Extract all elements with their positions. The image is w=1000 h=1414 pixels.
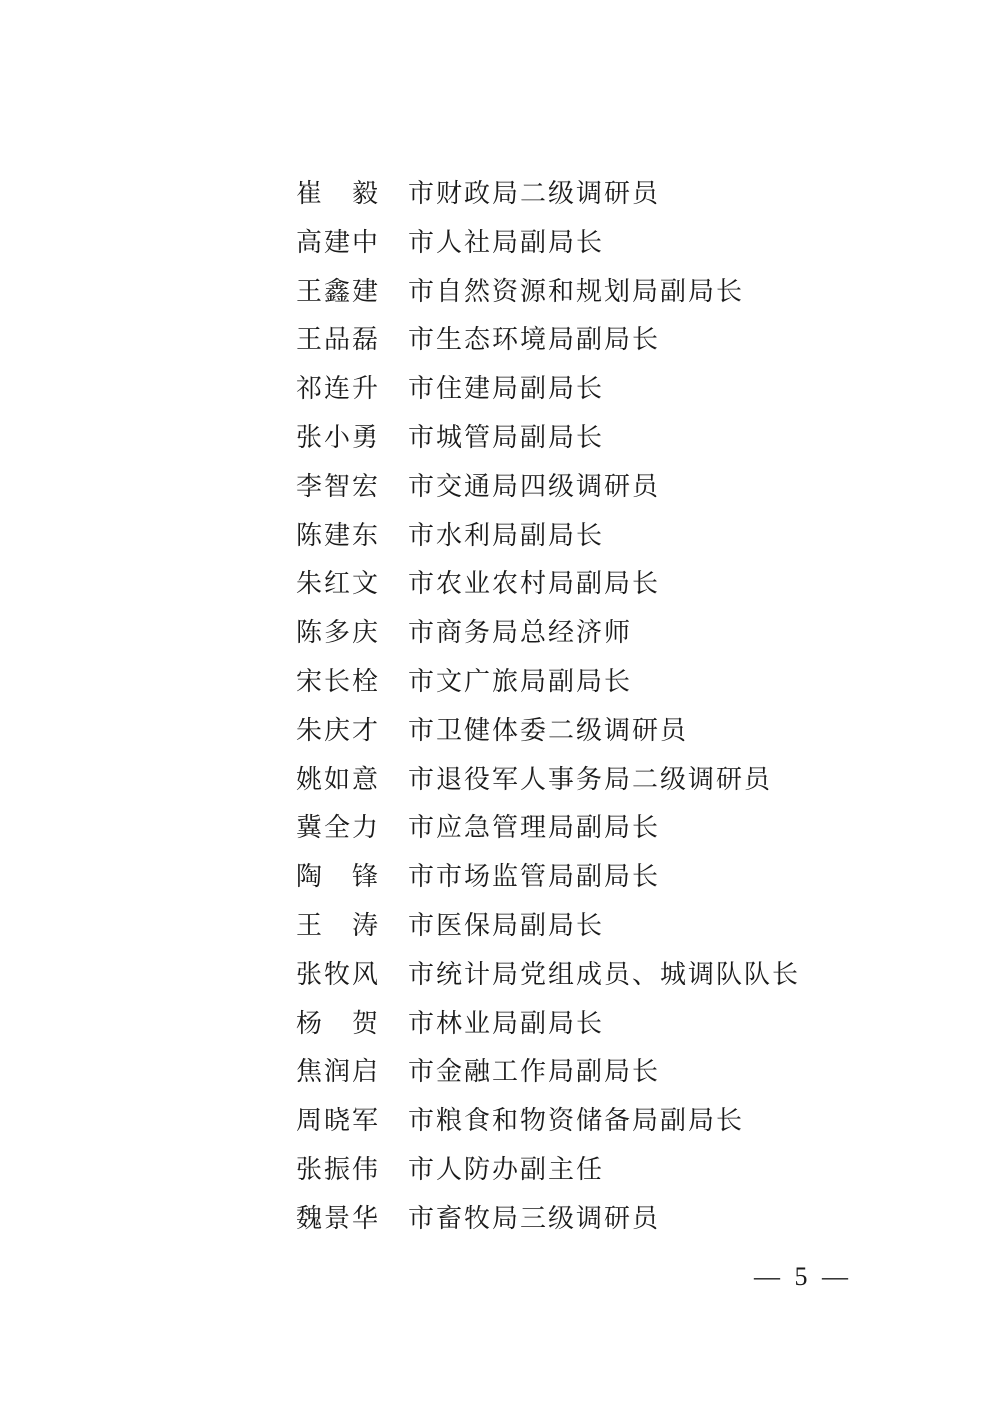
list-item (296, 1000, 896, 1049)
list-item (296, 268, 896, 317)
person-title: 市文广旅局副局长 (408, 666, 633, 697)
person-name: 朱红文 (296, 569, 381, 600)
list-item (296, 1048, 896, 1097)
person-name: 陈建东 (296, 520, 381, 551)
person-name: 高建中 (296, 227, 381, 258)
person-name: 王涛 (296, 910, 380, 941)
person-name: 崔毅 (296, 179, 380, 209)
list-item (296, 1195, 896, 1244)
list-item (296, 1146, 896, 1195)
person-title: 市粮食和物资储备局副局长 (408, 1106, 745, 1137)
list-item (296, 707, 896, 756)
list-item (296, 902, 896, 951)
person-title: 市农业农村局副局长 (408, 569, 661, 600)
person-title: 市林业局副局长 (408, 1008, 605, 1039)
person-name: 张振伟 (296, 1154, 381, 1185)
person-name: 周晓军 (296, 1106, 381, 1137)
person-name: 陶锋 (296, 862, 380, 893)
list-item (296, 560, 896, 609)
list-item (296, 463, 896, 512)
person-name: 魏景华 (296, 1203, 381, 1234)
person-name: 张牧风 (296, 959, 381, 990)
person-name: 杨贺 (296, 1008, 380, 1039)
list-item (296, 658, 896, 707)
person-title: 市应急管理局副局长 (408, 813, 661, 844)
list-item (296, 804, 896, 853)
person-title: 市金融工作局副局长 (408, 1057, 661, 1088)
person-title: 市商务局总经济师 (408, 618, 633, 649)
person-name: 姚如意 (296, 764, 381, 795)
person-title: 市生态环境局副局长 (408, 325, 661, 356)
person-title: 市交通局四级调研员 (408, 471, 661, 502)
list-item (296, 609, 896, 658)
page-number: — 5 — (754, 1262, 852, 1291)
person-name: 焦润启 (296, 1057, 381, 1088)
person-title: 市自然资源和规划局副局长 (408, 276, 745, 307)
person-name: 王品磊 (296, 325, 381, 356)
person-title: 市退役军人事务局二级调研员 (408, 764, 773, 795)
list-item (296, 512, 896, 561)
person-title: 市卫健体委二级调研员 (408, 715, 689, 746)
roster-list (296, 170, 896, 1244)
list-item (296, 414, 896, 463)
person-title: 市人社局副局长 (408, 227, 605, 258)
list-item (296, 853, 896, 902)
list-item (296, 756, 896, 805)
list-item (296, 1097, 896, 1146)
person-title: 市水利局副局长 (408, 520, 605, 551)
list-item (296, 219, 896, 268)
list-item (296, 365, 896, 414)
person-name: 祁连升 (296, 374, 381, 405)
person-name: 王鑫建 (296, 276, 381, 307)
list-item (296, 951, 896, 1000)
person-name: 张小勇 (296, 422, 381, 453)
person-name: 陈多庆 (296, 618, 381, 649)
person-name: 朱庆才 (296, 715, 381, 746)
person-title: 市医保局副局长 (408, 910, 605, 941)
person-name: 宋长栓 (296, 666, 381, 697)
person-title: 市住建局副局长 (408, 374, 605, 405)
person-name: 李智宏 (296, 471, 381, 502)
person-title: 市人防办副主任 (408, 1154, 605, 1185)
person-title: 市市场监管局副局长 (408, 862, 661, 893)
list-item (296, 316, 896, 365)
person-title: 市统计局党组成员、城调队队长 (408, 959, 801, 990)
person-name: 冀全力 (296, 813, 381, 844)
person-title: 市畜牧局三级调研员 (408, 1203, 661, 1234)
list-item (296, 170, 896, 219)
person-title: 市财政局二级调研员 (408, 179, 661, 209)
person-title: 市城管局副局长 (408, 422, 605, 453)
